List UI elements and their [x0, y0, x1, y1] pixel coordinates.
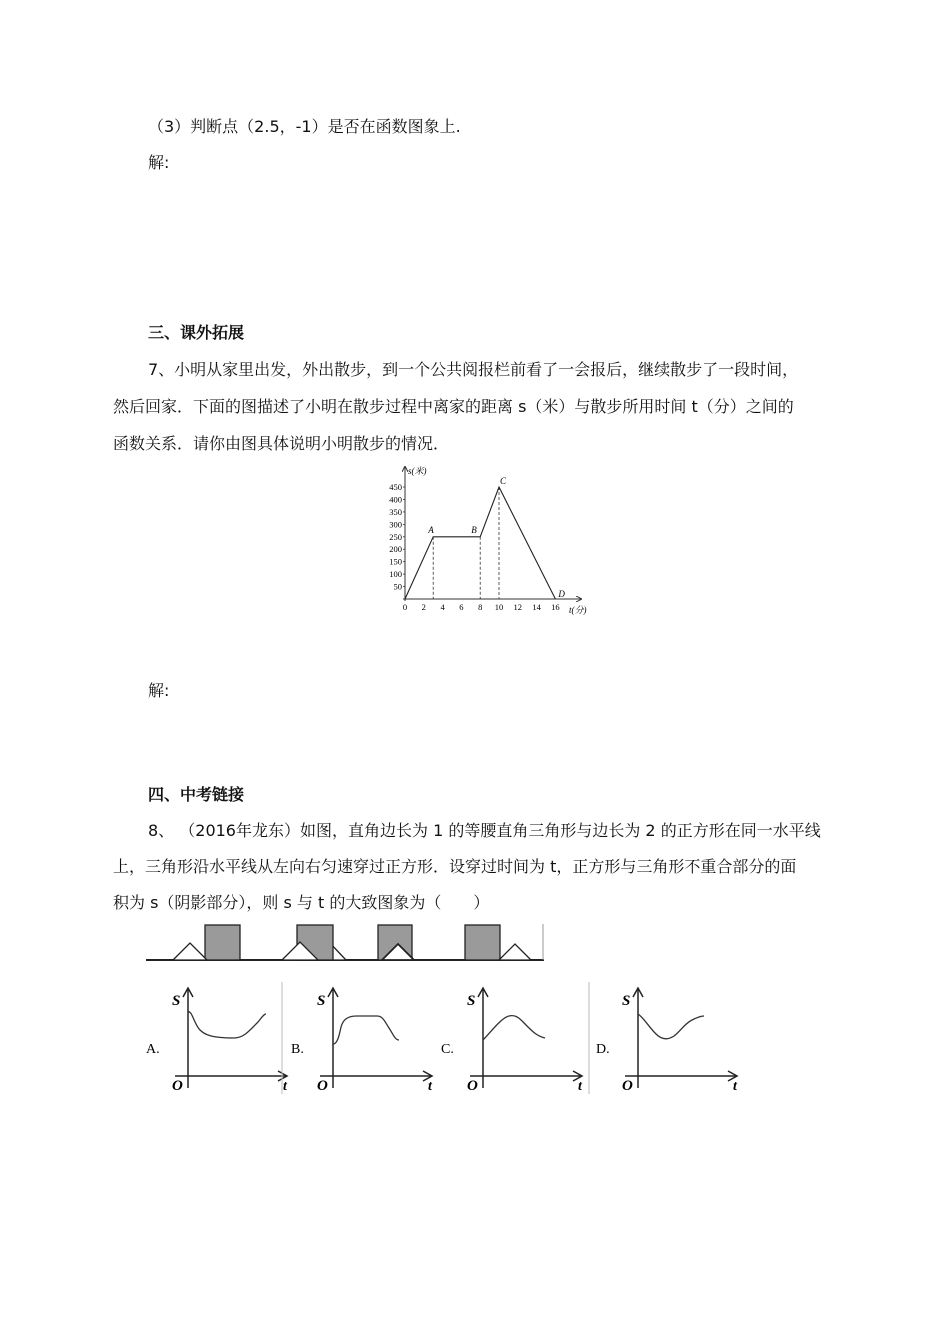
- q8-line3: 积为 s（阴影部分），则 s 与 t 的大致图象为（ ）: [113, 893, 490, 912]
- option-curve: [333, 1016, 399, 1044]
- option-label: C.: [441, 1042, 454, 1057]
- section4-heading: 四、中考链接: [148, 785, 245, 804]
- option-curve: [483, 1016, 545, 1040]
- origin-label: O: [622, 1078, 633, 1094]
- q7-line2: 然后回家．下面的图描述了小明在散步过程中离家的距离 s（米）与散步所用时间 t（分）之间的: [113, 397, 794, 416]
- point-label-B: B: [471, 524, 477, 535]
- option-graph-c[interactable]: [440, 982, 590, 1094]
- x-tick-label: 2: [421, 602, 426, 612]
- option-label: D.: [596, 1042, 610, 1057]
- y-tick-label: 200: [389, 544, 402, 555]
- y-tick-label: 400: [389, 494, 402, 505]
- option-graph-d[interactable]: [595, 982, 745, 1094]
- curve-group: [333, 1016, 399, 1044]
- point-label-D: D: [558, 589, 565, 599]
- x-tick-label: 14: [532, 602, 541, 612]
- x-tick-label: 4: [440, 602, 445, 612]
- s-axis-label: S: [467, 993, 476, 1009]
- t-axis-label: t: [428, 1079, 432, 1094]
- y-tick-label: 350: [389, 506, 402, 517]
- y-axis-label: s(米): [408, 466, 427, 476]
- triangle-shape: [499, 944, 531, 960]
- square-shape: [205, 925, 240, 960]
- y-tick-label: 450: [389, 482, 402, 493]
- option-label: A.: [146, 1042, 160, 1057]
- curve-group: [188, 1012, 266, 1038]
- y-tick-label: 250: [389, 531, 402, 542]
- t-axis-label: t: [733, 1079, 737, 1094]
- point-label-A: A: [428, 524, 434, 535]
- q8-line1: 8、 （2016年龙东）如图，直角边长为 1 的等腰直角三角形与边长为 2 的正方形在同一水平线: [148, 821, 821, 840]
- section3-heading: 三、课外拓展: [148, 323, 245, 342]
- option-curve: [638, 1014, 704, 1039]
- q3-answer-label: 解:: [148, 153, 170, 172]
- q8-shapes-figure: [145, 922, 545, 964]
- y-tick-label: 300: [389, 519, 402, 530]
- curve-group: [638, 1014, 704, 1039]
- point-label-C: C: [500, 476, 507, 487]
- option-divider: [280, 982, 290, 1094]
- option-divider: [585, 982, 595, 1094]
- q8-line2: 上，三角形沿水平线从左向右匀速穿过正方形．设穿过时间为 t，正方形与三角形不重合部分的面: [113, 857, 797, 876]
- curve-group: [483, 1016, 545, 1040]
- y-tick-label: 50: [393, 581, 402, 592]
- y-tick-label: 100: [389, 569, 402, 580]
- y-tick-label: 150: [389, 556, 402, 567]
- t-axis-label: t: [283, 1079, 287, 1094]
- option-curve: [188, 1012, 266, 1038]
- option-graph-a[interactable]: [145, 982, 295, 1094]
- q7-answer-label: 解:: [148, 681, 170, 700]
- triangle-shape: [173, 943, 207, 960]
- origin-label: O: [317, 1078, 328, 1094]
- origin-label: O: [467, 1078, 478, 1094]
- square-shape: [465, 925, 500, 960]
- s-axis-label: S: [622, 993, 631, 1009]
- s-axis-label: S: [317, 993, 326, 1009]
- x-tick-label: 0: [402, 602, 408, 612]
- s-axis-label: S: [172, 993, 181, 1009]
- x-tick-label: 8: [478, 602, 483, 612]
- x-tick-label: 6: [459, 602, 464, 612]
- x-axis-label: t(分): [569, 605, 587, 615]
- q7-line3: 函数关系．请你由图具体说明小明散步的情况．: [113, 434, 450, 453]
- q3-text: （3）判断点（2.5，-1）是否在函数图象上.: [148, 117, 461, 136]
- t-axis-label: t: [578, 1079, 582, 1094]
- x-tick-label: 16: [551, 602, 560, 612]
- origin-label: O: [172, 1078, 183, 1094]
- x-tick-label: 10: [494, 602, 504, 612]
- option-label: B.: [291, 1042, 304, 1057]
- q7-line1: 7、小明从家里出发，外出散步，到一个公共阅报栏前看了一会报后，继续散步了一段时间，: [148, 360, 799, 379]
- x-tick-label: 12: [513, 602, 523, 612]
- q7-distance-time-chart: [376, 462, 604, 620]
- option-graph-b[interactable]: [290, 982, 440, 1094]
